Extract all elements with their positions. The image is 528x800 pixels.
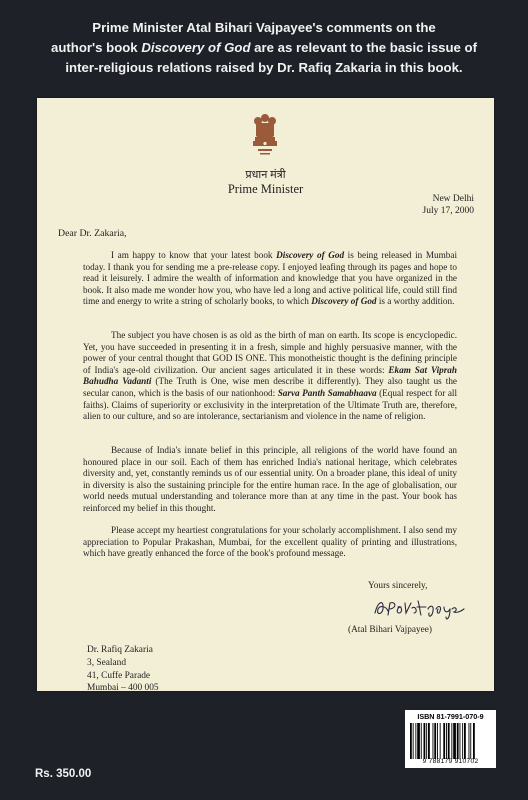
salutation: Dear Dr. Zakaria, bbox=[58, 228, 127, 239]
address-line: 3, Sealand bbox=[87, 657, 127, 668]
address-line: 41, Cuffe Parade bbox=[87, 670, 151, 681]
signatory-name: (Atal Bihari Vajpayee) bbox=[348, 625, 432, 635]
barcode-icon bbox=[410, 723, 491, 759]
national-emblem-icon bbox=[249, 110, 281, 160]
closing: Yours sincerely, bbox=[368, 581, 428, 591]
isbn-barcode-box bbox=[405, 710, 496, 768]
office-title: Prime Minister bbox=[227, 182, 304, 196]
header-line-1: Prime Minister Atal Bihari Vajpayee's comments on the bbox=[92, 20, 436, 35]
letter-paragraph-2: The subject you have chosen is as old as the birth of man on earth. Its scope is encyclopedic. Yet, you have succeeded in presenting it in a fresh, simple and highly persuasive manner, with the power of your central thought that GOD IS ONE. This monotheistic thought is the defining principle of India's age-old civilization. Our ancient sages articulated it in these words: Ekam Sat Viprah Bahudha Vadanti (The Truth is One, wise men describe it differently). They also taught us the secular canon, which is the basis of our nationhood: Sarva Panth Samabhaava (Equal respect for all faiths). Claims of superiority or exclusivity in the interpretation of the Ultimate Truth are, therefore, alien to our culture, and so are intolerance, sectarianism and violence in the name of religion. bbox=[83, 330, 458, 422]
letter-paragraph-4: Please accept my heartiest congratulations for your scholarly accomplishment. I also send my appreciation to Popular Prakashan, Mumbai, for the excellent quality of printing and illustrations, which have greatly enhanced the force of the book's profound message. bbox=[83, 525, 457, 559]
letter-page bbox=[37, 98, 494, 694]
office-title-hindi: प्रधान मंत्री bbox=[245, 169, 286, 181]
letter-paragraph-3: Because of India's innate belief in this principle, all religions of the world have found an honoured place in our soil. Each of them has enriched India's national heritage, which celebrates diversity and, yet, constantly reminds us of our essential unity. On a broader plane, this ideal of unity in diversity is also the sustaining principle for the entire human race. In the age of globalisation, our world needs mutual understanding and tolerance more than at any time in the past. Your book has reinforced my belief in this thought. bbox=[83, 445, 457, 513]
cover-header-text bbox=[0, 18, 528, 78]
letter-paragraph-1: I am happy to know that your latest book Discovery of God is being released in Mumbai today. I thank you for sending me a pre-release copy. I enjoyed leafing through its pages and hope to read it leisurely. I admire the wealth of information and knowledge that you have organized in the book. It also made me wonder how you, who have led a long and active political life, could still find time and energy to write a string of scholarly books, to which Discovery of God is a worthy addition. bbox=[83, 250, 457, 307]
address-line: Mumbai – 400 005 bbox=[87, 683, 159, 694]
address-line: Dr. Rafiq Zakaria bbox=[87, 645, 153, 655]
isbn-digits: 9 788179 910702 bbox=[422, 758, 479, 765]
letter-date: July 17, 2000 bbox=[422, 206, 474, 216]
header-line-3: inter-religious relations raised by Dr. Rafiq Zakaria in this book. bbox=[65, 60, 463, 75]
recipient-address bbox=[87, 644, 159, 695]
price: Rs. 350.00 bbox=[35, 768, 92, 780]
isbn-label: ISBN 81-7991-070-9 bbox=[417, 712, 484, 721]
letter-place: New Delhi bbox=[432, 194, 474, 204]
header-line-2: author's book Discovery of God are as relevant to the basic issue of bbox=[50, 40, 477, 55]
handwritten-signature bbox=[370, 591, 470, 623]
